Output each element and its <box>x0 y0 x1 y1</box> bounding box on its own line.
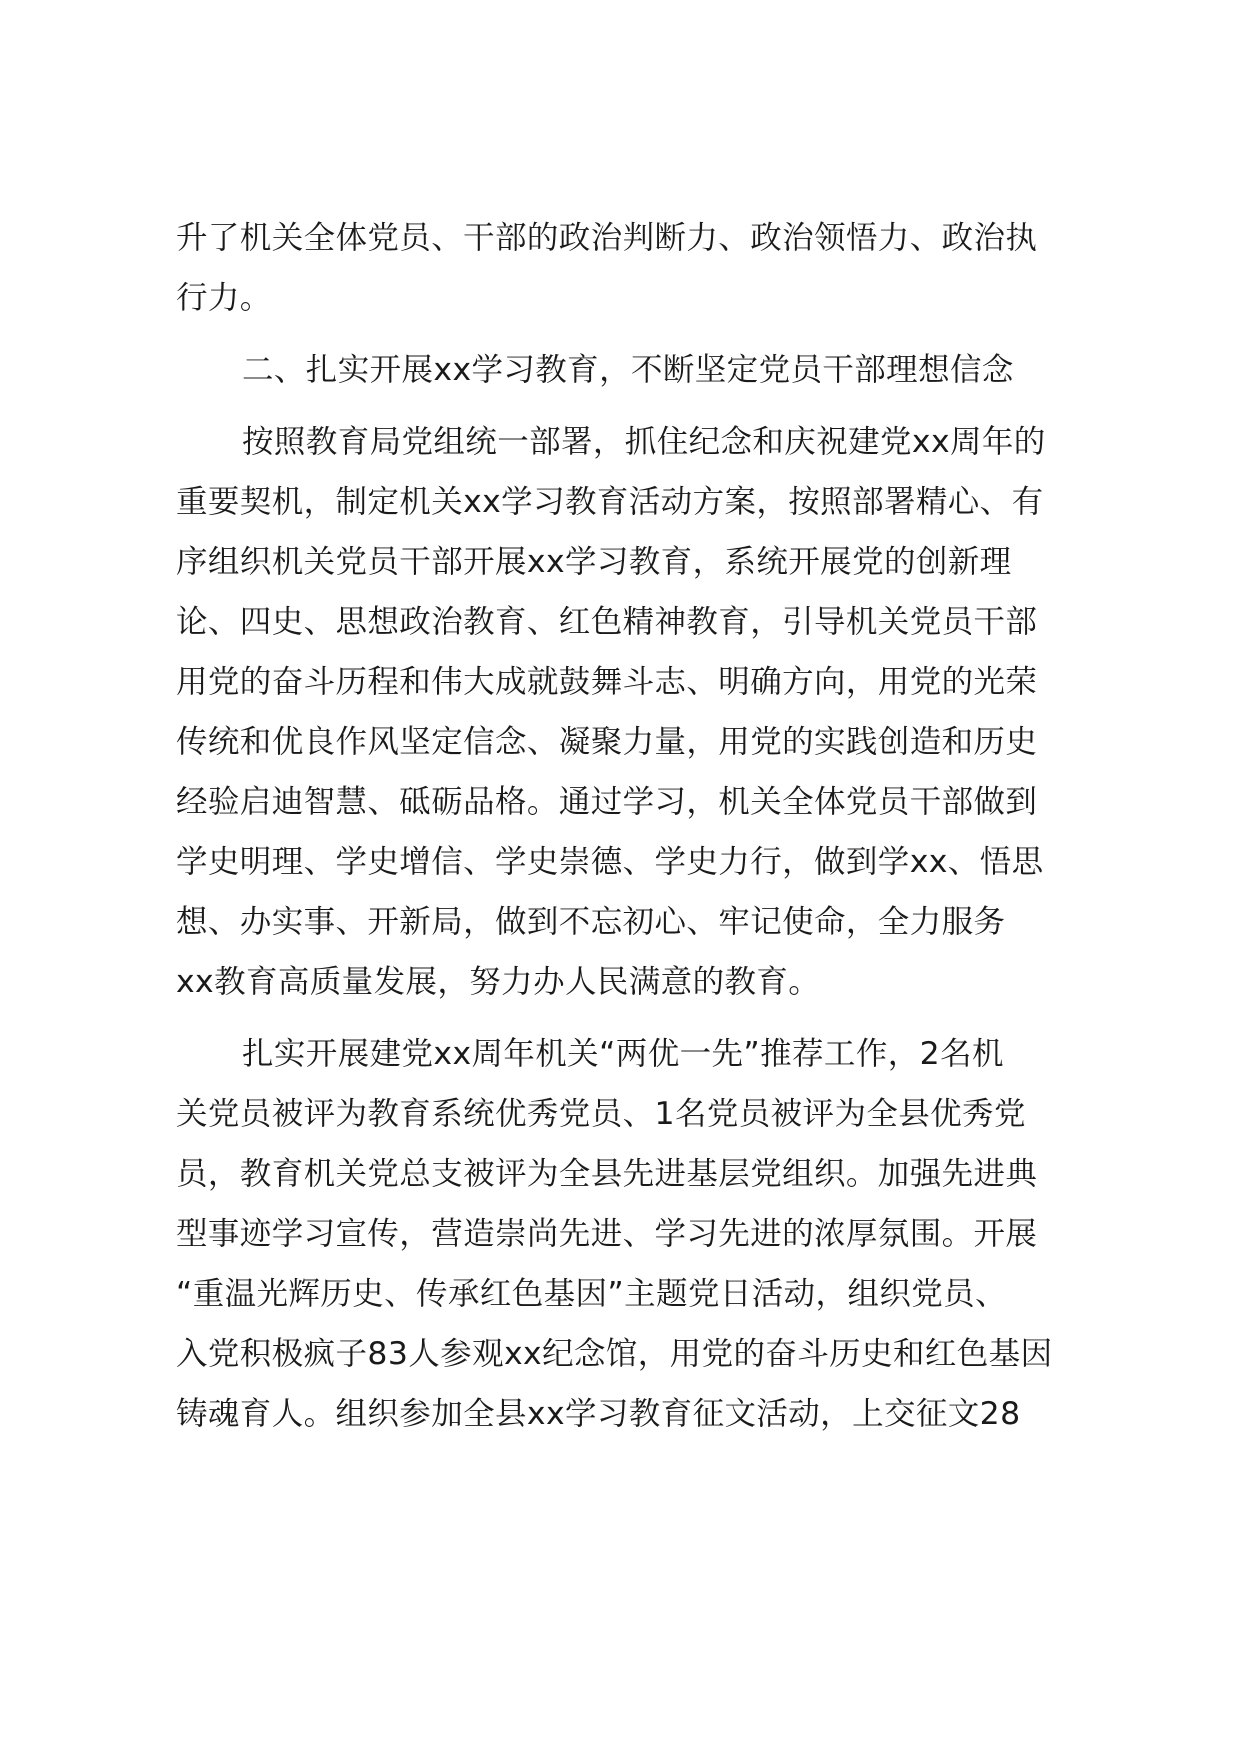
heading-text: 二、扎实开展xx学习教育，不断坚定党员干部理想信念 <box>242 352 1014 388</box>
section-heading <box>176 340 1106 400</box>
text-line: 升了机关全体党员、干部的政治判断力、政治领悟力、政治执 <box>176 220 1038 256</box>
text-line: 铸魂育人。组织参加全县xx学习教育征文活动，上交征文28 <box>176 1396 1021 1432</box>
text-line: 用党的奋斗历程和伟大成就鼓舞斗志、明确方向，用党的光荣 <box>176 664 1038 700</box>
paragraph-recommendation-work <box>176 1024 1106 1444</box>
text-line: 学史明理、学史增信、学史崇德、学史力行，做到学xx、悟思 <box>176 844 1044 880</box>
document-body <box>176 208 1106 1444</box>
text-line: 想、办实事、开新局，做到不忘初心、牢记使命，全力服务 <box>176 904 1006 940</box>
text-line: 员，教育机关党总支被评为全县先进基层党组织。加强先进典 <box>176 1156 1038 1192</box>
text-line: 论、四史、思想政治教育、红色精神教育，引导机关党员干部 <box>176 604 1038 640</box>
text-line: 传统和优良作风坚定信念、凝聚力量，用党的实践创造和历史 <box>176 724 1038 760</box>
text-line: 关党员被评为教育系统优秀党员、1名党员被评为全县优秀党 <box>176 1096 1026 1132</box>
paragraph-continued <box>176 208 1106 328</box>
text-line: 扎实开展建党xx周年机关“两优一先”推荐工作，2名机 <box>242 1036 1004 1072</box>
text-line: 行力。 <box>176 280 272 316</box>
text-line: 经验启迪智慧、砥砺品格。通过学习，机关全体党员干部做到 <box>176 784 1038 820</box>
text-line: 序组织机关党员干部开展xx学习教育，系统开展党的创新理 <box>176 544 1012 580</box>
text-line: xx教育高质量发展，努力办人民满意的教育。 <box>176 964 821 1000</box>
paragraph-study-education <box>176 412 1106 1012</box>
text-line: 入党积极疯子83人参观xx纪念馆，用党的奋斗历史和红色基因 <box>176 1336 1053 1372</box>
text-line: 型事迹学习宣传，营造崇尚先进、学习先进的浓厚氛围。开展 <box>176 1216 1038 1252</box>
text-line: “重温光辉历史、传承红色基因”主题党日活动，组织党员、 <box>176 1276 1007 1312</box>
text-line: 按照教育局党组统一部署，抓住纪念和庆祝建党xx周年的 <box>242 424 1046 460</box>
text-line: 重要契机，制定机关xx学习教育活动方案，按照部署精心、有 <box>176 484 1044 520</box>
